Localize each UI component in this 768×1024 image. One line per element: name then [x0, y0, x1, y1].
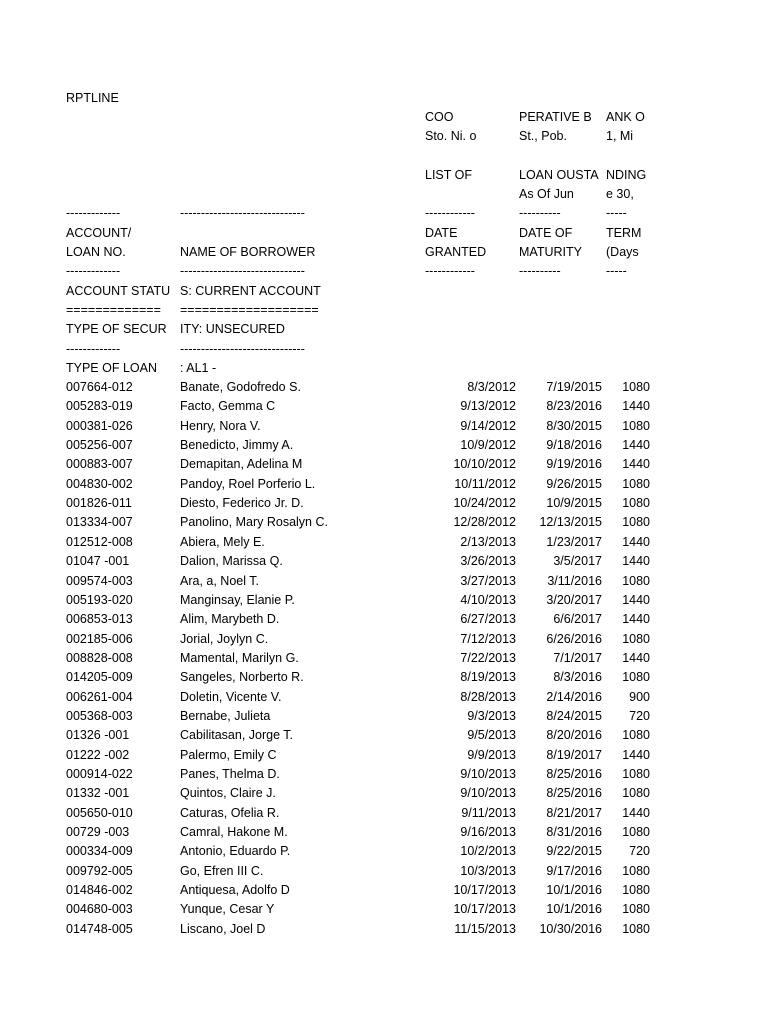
loan-number: 007664-012 — [66, 380, 133, 394]
loan-number: 014205-009 — [66, 670, 133, 685]
table-row — [0, 419, 768, 438]
date-granted: 12/28/2012 — [453, 515, 516, 530]
header-date: DATE — [425, 226, 458, 240]
date-granted: 9/16/2013 — [460, 825, 516, 840]
loan-number: 000334-009 — [66, 844, 133, 859]
header-dash-b4: ---------- — [519, 264, 561, 278]
table-row — [0, 806, 768, 825]
date-granted: 10/10/2012 — [453, 457, 516, 472]
date-granted: 9/10/2013 — [460, 786, 516, 801]
table-row — [0, 825, 768, 844]
date-granted: 10/24/2012 — [453, 496, 516, 511]
table-row — [0, 670, 768, 689]
table-row — [0, 786, 768, 805]
address-part-1: Sto. Ni. o — [425, 129, 477, 143]
date-of-maturity: 10/1/2016 — [546, 902, 602, 917]
loan-number: 014748-005 — [66, 921, 133, 936]
loan-number: 00729 -003 — [66, 825, 130, 840]
term-days: 1080 — [622, 496, 650, 511]
date-granted: 10/11/2012 — [454, 476, 516, 491]
date-granted: 10/3/2013 — [460, 863, 516, 878]
date-granted: 10/9/2012 — [460, 438, 516, 453]
date-granted: 9/14/2012 — [460, 418, 516, 433]
table-row — [0, 554, 768, 573]
date-of-maturity: 9/26/2015 — [546, 476, 602, 491]
borrower-name: Panes, Thelma D. — [180, 767, 280, 781]
borrower-name: Dalion, Marissa Q. — [180, 554, 283, 569]
borrower-name: Caturas, Ofelia R. — [180, 805, 280, 820]
date-of-maturity: 12/13/2015 — [539, 515, 602, 530]
term-days: 1080 — [622, 728, 650, 743]
table-row — [0, 380, 768, 399]
term-days: 1440 — [622, 457, 650, 472]
security-rule-2: ------------------------------ — [180, 342, 305, 356]
date-of-maturity: 7/1/2017 — [553, 650, 602, 665]
subtitle-part-2: LOAN OUSTA — [519, 168, 599, 182]
report-code: RPTLINE — [66, 91, 119, 105]
loan-number: 005650-010 — [66, 805, 133, 820]
date-granted: 3/26/2013 — [460, 554, 516, 569]
status-rule-1: ============= — [66, 303, 161, 317]
date-granted: 9/10/2013 — [460, 767, 516, 781]
table-row — [0, 902, 768, 921]
date-granted: 4/10/2013 — [460, 592, 516, 607]
loan-number: 006261-004 — [66, 689, 133, 704]
term-days: 1440 — [622, 534, 650, 549]
loan-number: 006853-013 — [66, 612, 133, 627]
term-days: 900 — [629, 689, 650, 704]
borrower-name: Liscano, Joel D — [180, 921, 266, 936]
date-granted: 7/22/2013 — [460, 650, 516, 665]
date-granted: 8/19/2013 — [460, 670, 516, 685]
header-dash-3: ------------ — [425, 206, 475, 220]
borrower-name: Mamental, Marilyn G. — [180, 650, 299, 665]
date-granted: 10/17/2013 — [453, 883, 516, 898]
header-account: ACCOUNT/ — [66, 226, 132, 240]
date-granted: 7/12/2013 — [460, 631, 516, 646]
borrower-name: Benedicto, Jimmy A. — [180, 438, 294, 453]
date-granted: 9/5/2013 — [467, 728, 516, 743]
loan-number: 005368-003 — [66, 708, 133, 723]
loan-number: 000883-007 — [66, 457, 133, 472]
table-row — [0, 844, 768, 863]
term-days: 1080 — [622, 921, 650, 936]
loan-number: 004830-002 — [66, 476, 133, 491]
table-row — [0, 632, 768, 651]
loan-number: 01332 -001 — [66, 786, 130, 801]
date-granted: 10/2/2013 — [460, 844, 516, 859]
title-part-2: PERATIVE B — [519, 110, 592, 124]
term-days: 1440 — [622, 747, 650, 762]
header-loan-no: LOAN NO. — [66, 245, 126, 259]
security-label: TYPE OF SECUR — [66, 322, 167, 336]
security-rule-1: ------------- — [66, 342, 121, 356]
date-of-maturity: 8/19/2017 — [546, 747, 602, 762]
loan-number: 004680-003 — [66, 902, 133, 917]
loan-number: 008828-008 — [66, 650, 133, 665]
date-of-maturity: 7/19/2015 — [546, 380, 602, 394]
address-part-2: St., Pob. — [519, 129, 567, 143]
date-of-maturity: 8/31/2016 — [546, 825, 602, 840]
borrower-name: Antonio, Eduardo P. — [180, 844, 291, 859]
date-of-maturity: 3/20/2017 — [546, 592, 602, 607]
table-row — [0, 728, 768, 747]
loan-number: 009792-005 — [66, 863, 133, 878]
header-date-of: DATE OF — [519, 226, 573, 240]
term-days: 1080 — [622, 902, 650, 917]
borrower-name: Ara, a, Noel T. — [180, 573, 259, 588]
term-days: 1440 — [622, 554, 650, 569]
table-row — [0, 438, 768, 457]
borrower-name: Facto, Gemma C — [180, 399, 276, 414]
date-of-maturity: 9/19/2016 — [546, 457, 602, 472]
table-row — [0, 457, 768, 476]
status-rule-2: =================== — [180, 303, 319, 317]
table-row — [0, 690, 768, 709]
date-of-maturity: 3/11/2016 — [547, 573, 602, 588]
term-days: 1080 — [622, 786, 650, 801]
security-value: ITY: UNSECURED — [180, 322, 285, 336]
term-days: 1080 — [622, 883, 650, 898]
date-granted: 11/15/2013 — [454, 921, 516, 936]
date-of-maturity: 2/14/2016 — [546, 689, 602, 704]
borrower-name: Antiquesa, Adolfo D — [180, 883, 290, 898]
date-part-1: As Of Jun — [519, 187, 574, 201]
borrower-name: Abiera, Mely E. — [180, 534, 265, 549]
term-days: 1440 — [622, 650, 650, 665]
borrower-name: Alim, Marybeth D. — [180, 612, 280, 627]
table-row — [0, 883, 768, 902]
loan-number: 001826-011 — [66, 496, 132, 511]
subtitle-part-1: LIST OF — [425, 168, 473, 182]
table-row — [0, 574, 768, 593]
loan-type-label: TYPE OF LOAN — [66, 361, 157, 375]
term-days: 1080 — [622, 515, 650, 530]
table-row — [0, 864, 768, 883]
loan-number: 000914-022 — [66, 767, 133, 781]
term-days: 1440 — [622, 612, 650, 627]
date-granted: 8/28/2013 — [460, 689, 516, 704]
header-granted: GRANTED — [425, 245, 487, 259]
term-days: 1080 — [622, 631, 650, 646]
date-granted: 10/17/2013 — [453, 902, 516, 917]
loan-number: 012512-008 — [66, 534, 133, 549]
date-granted: 9/11/2013 — [461, 805, 516, 820]
borrower-name: Henry, Nora V. — [180, 418, 261, 433]
borrower-name: Banate, Godofredo S. — [180, 380, 301, 394]
table-row — [0, 767, 768, 786]
borrower-name: Sangeles, Norberto R. — [180, 670, 304, 685]
header-days: (Days — [606, 245, 639, 259]
date-granted: 6/27/2013 — [460, 612, 516, 627]
borrower-name: Jorial, Joylyn C. — [180, 631, 269, 646]
borrower-name: Quintos, Claire J. — [180, 786, 276, 801]
header-dash-b3: ------------ — [425, 264, 475, 278]
header-dash-b1: ------------- — [66, 264, 121, 278]
term-days: 1440 — [622, 438, 650, 453]
date-of-maturity: 3/5/2017 — [553, 554, 602, 569]
table-row — [0, 651, 768, 670]
date-granted: 8/3/2012 — [467, 380, 516, 394]
term-days: 720 — [629, 844, 650, 859]
table-row — [0, 496, 768, 515]
term-days: 1080 — [622, 380, 650, 394]
address-part-3: 1, Mi — [606, 129, 634, 143]
date-of-maturity: 8/25/2016 — [546, 767, 602, 781]
date-of-maturity: 10/1/2016 — [546, 883, 602, 898]
header-dash-1: ------------- — [66, 206, 121, 220]
table-row — [0, 612, 768, 631]
table-row — [0, 477, 768, 496]
date-of-maturity: 8/24/2015 — [546, 708, 602, 723]
borrower-name: Go, Efren III C. — [180, 863, 264, 878]
table-row — [0, 709, 768, 728]
date-of-maturity: 10/30/2016 — [539, 921, 602, 936]
borrower-name: Bernabe, Julieta — [180, 708, 271, 723]
term-days: 1080 — [622, 863, 650, 878]
date-of-maturity: 8/20/2016 — [546, 728, 602, 743]
loan-number: 005256-007 — [66, 438, 133, 453]
borrower-name: Panolino, Mary Rosalyn C. — [180, 515, 328, 530]
date-part-2: e 30, — [606, 187, 634, 201]
date-of-maturity: 8/3/2016 — [553, 670, 602, 685]
header-dash-b5: ----- — [606, 264, 627, 278]
header-dash-2: ------------------------------ — [180, 206, 305, 220]
date-of-maturity: 8/23/2016 — [546, 399, 602, 414]
borrower-name: Pandoy, Roel Porferio L. — [180, 476, 316, 491]
status-value: S: CURRENT ACCOUNT — [180, 284, 321, 298]
loan-number: 01326 -001 — [66, 728, 130, 743]
loan-number: 014846-002 — [66, 883, 133, 898]
borrower-name: Doletin, Vicente V. — [180, 689, 282, 704]
header-maturity: MATURITY — [519, 245, 582, 259]
term-days: 1440 — [622, 399, 650, 414]
borrower-name: Cabilitasan, Jorge T. — [180, 728, 294, 743]
date-of-maturity: 6/6/2017 — [553, 612, 602, 627]
date-of-maturity: 10/9/2015 — [546, 496, 602, 511]
header-dash-b2: ------------------------------ — [180, 264, 305, 278]
date-granted: 3/27/2013 — [460, 573, 516, 588]
loan-number: 000381-026 — [66, 418, 133, 433]
title-part-3: ANK O — [606, 110, 645, 124]
date-of-maturity: 1/23/2017 — [546, 534, 602, 549]
loan-number: 005283-019 — [66, 399, 133, 414]
status-label: ACCOUNT STATU — [66, 284, 171, 298]
term-days: 1080 — [622, 767, 650, 781]
date-of-maturity: 9/18/2016 — [546, 438, 602, 453]
term-days: 1080 — [622, 476, 650, 491]
borrower-name: Camral, Hakone M. — [180, 825, 288, 840]
term-days: 1440 — [622, 805, 650, 820]
table-row — [0, 535, 768, 554]
loan-number: 013334-007 — [66, 515, 133, 530]
subtitle-part-3: NDING — [606, 168, 647, 182]
borrower-name: Demapitan, Adelina M — [180, 457, 303, 472]
table-row — [0, 593, 768, 612]
date-of-maturity: 6/26/2016 — [546, 631, 602, 646]
term-days: 720 — [629, 708, 650, 723]
borrower-name: Yunque, Cesar Y — [180, 902, 275, 917]
term-days: 1080 — [622, 825, 650, 840]
table-row — [0, 748, 768, 767]
date-of-maturity: 9/17/2016 — [546, 863, 602, 878]
date-granted: 2/13/2013 — [460, 534, 516, 549]
loan-number: 002185-006 — [66, 631, 133, 646]
header-dash-4: ---------- — [519, 206, 561, 220]
date-granted: 9/9/2013 — [467, 747, 516, 762]
term-days: 1080 — [622, 418, 650, 433]
table-row — [0, 515, 768, 534]
date-of-maturity: 8/21/2017 — [546, 805, 602, 820]
borrower-name: Manginsay, Elanie P. — [180, 592, 295, 607]
date-granted: 9/13/2012 — [460, 399, 516, 414]
borrower-name: Diesto, Federico Jr. D. — [180, 496, 304, 511]
term-days: 1080 — [622, 573, 650, 588]
table-row — [0, 922, 768, 941]
loan-number: 009574-003 — [66, 573, 133, 588]
loan-number: 005193-020 — [66, 592, 133, 607]
title-part-1: COO — [425, 110, 454, 124]
term-days: 1080 — [622, 670, 650, 685]
loan-type-value: : AL1 - — [180, 361, 217, 375]
date-granted: 9/3/2013 — [467, 708, 516, 723]
borrower-name: Palermo, Emily C — [180, 747, 277, 762]
header-term: TERM — [606, 226, 642, 240]
date-of-maturity: 9/22/2015 — [546, 844, 602, 859]
loan-number: 01222 -002 — [66, 747, 130, 762]
header-dash-5: ----- — [606, 206, 627, 220]
loan-number: 01047 -001 — [66, 554, 130, 569]
table-row — [0, 399, 768, 418]
date-of-maturity: 8/30/2015 — [546, 418, 602, 433]
date-of-maturity: 8/25/2016 — [546, 786, 602, 801]
header-borrower: NAME OF BORROWER — [180, 245, 316, 259]
term-days: 1440 — [622, 592, 650, 607]
